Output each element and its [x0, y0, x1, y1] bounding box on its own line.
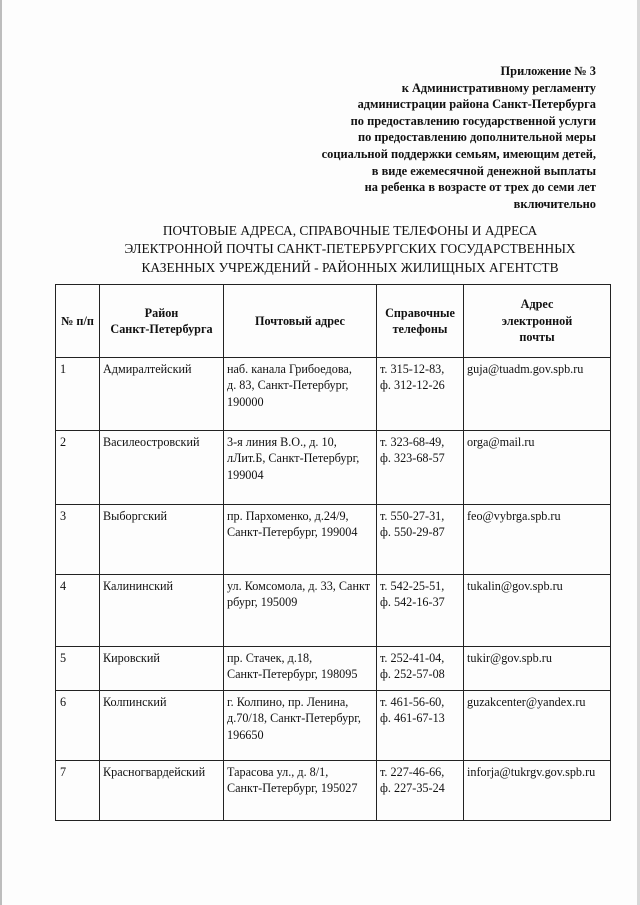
phone-line: т. 315-12-83,	[380, 362, 445, 376]
row-district: Выборгский	[100, 505, 224, 575]
phone-line: ф. 312-12-26	[380, 378, 445, 393]
appendix-line: по предоставлению государственной услуги	[350, 113, 596, 128]
address-line: г. Колпино, пр. Ленина,	[227, 695, 349, 709]
header-email-line: электронной	[501, 313, 573, 328]
title-line: КАЗЕННЫХ УЧРЕЖДЕНИЙ - РАЙОННЫХ ЖИЛИЩНЫХ АГЕНТСТВ	[141, 259, 559, 275]
phone-line: т. 461-56-60,	[380, 695, 445, 709]
row-email[interactable]: feo@vybrga.spb.ru	[464, 505, 611, 575]
row-address	[224, 691, 377, 761]
address-line: Тарасова ул., д. 8/1,	[227, 765, 329, 779]
phone-line: ф. 550-29-87	[380, 525, 445, 540]
appendix-line: социальной поддержки семьям, имеющим детей,	[321, 146, 596, 161]
row-district: Калининский	[100, 575, 224, 647]
title-line: ПОЧТОВЫЕ АДРЕСА, СПРАВОЧНЫЕ ТЕЛЕФОНЫ И АДРЕСА	[162, 223, 538, 238]
table-row	[56, 431, 611, 505]
table-row	[56, 575, 611, 647]
appendix-header	[236, 63, 596, 212]
address-line: д. 83, Санкт-Петербург,	[227, 378, 349, 393]
appendix-line: в виде ежемесячной денежной выплаты	[371, 163, 596, 178]
address-line: 3-я линия В.О., д. 10,	[227, 435, 337, 449]
row-email[interactable]: guzakcenter@yandex.ru	[464, 691, 611, 761]
header-phones-line: Справочные	[385, 305, 455, 320]
phone-line: ф. 227-35-24	[380, 781, 445, 796]
row-email[interactable]: tukalin@gov.spb.ru	[464, 575, 611, 647]
address-line: Санкт-Петербург, 198095	[227, 667, 358, 682]
header-district	[100, 285, 224, 358]
table-row	[56, 761, 611, 821]
row-district: Красногвардейский	[100, 761, 224, 821]
phone-line: ф. 323-68-57	[380, 451, 445, 466]
appendix-line: к Административному регламенту	[401, 80, 596, 95]
address-line: Санкт-Петербург, 195027	[227, 781, 358, 796]
phone-line: т. 227-46-66,	[380, 765, 445, 779]
appendix-line: на ребенка в возрасте от трех до семи лет	[364, 180, 596, 195]
header-email	[464, 285, 611, 358]
header-email-line: Адрес	[520, 297, 554, 312]
row-email[interactable]: guja@tuadm.gov.spb.ru	[464, 358, 611, 431]
row-num: 1	[56, 358, 100, 431]
address-line: наб. канала Грибоедова,	[227, 362, 352, 376]
address-line: д.70/18, Санкт-Петербург,	[227, 711, 361, 726]
table-row	[56, 691, 611, 761]
row-num: 3	[56, 505, 100, 575]
row-phones	[377, 575, 464, 647]
row-district: Кировский	[100, 647, 224, 691]
phone-line: т. 542-25-51,	[380, 579, 445, 593]
header-num: № п/п	[56, 285, 100, 358]
phone-line: т. 550-27-31,	[380, 509, 445, 523]
header-phones	[377, 285, 464, 358]
row-num: 6	[56, 691, 100, 761]
agencies-table	[55, 284, 611, 821]
row-district: Колпинский	[100, 691, 224, 761]
table-row	[56, 647, 611, 691]
title-line: ЭЛЕКТРОННОЙ ПОЧТЫ САНКТ-ПЕТЕРБУРГСКИХ ГОСУДАРСТВЕННЫХ	[124, 241, 576, 257]
row-address	[224, 505, 377, 575]
header-email-line: почты	[519, 330, 555, 345]
header-district-line: Санкт-Петербурга	[110, 322, 213, 336]
phone-line: т. 323-68-49,	[380, 435, 445, 449]
address-line: пр. Стачек, д.18,	[227, 651, 313, 665]
row-email[interactable]: orga@mail.ru	[464, 431, 611, 505]
row-district: Адмиралтейский	[100, 358, 224, 431]
page-edge-left	[0, 0, 2, 905]
row-phones	[377, 647, 464, 691]
phone-line: ф. 542-16-37	[380, 595, 445, 610]
row-email[interactable]: tukir@gov.spb.ru	[464, 647, 611, 691]
row-phones	[377, 505, 464, 575]
address-line: рбург, 195009	[227, 595, 298, 610]
address-line: 199004	[227, 467, 264, 482]
address-line: пр. Пархоменко, д.24/9,	[227, 509, 349, 523]
address-line: лЛит.Б, Санкт-Петербург,	[227, 451, 360, 466]
address-line: 196650	[227, 727, 264, 742]
table-row	[56, 358, 611, 431]
address-line: ул. Комсомола, д. 33, Санкт	[227, 579, 371, 593]
row-phones	[377, 358, 464, 431]
row-num: 7	[56, 761, 100, 821]
appendix-line: Приложение № 3	[500, 64, 596, 78]
row-num: 5	[56, 647, 100, 691]
header-district-line: Район	[144, 305, 179, 320]
row-address	[224, 647, 377, 691]
table-row	[56, 505, 611, 575]
appendix-line: по предоставлению дополнительной меры	[357, 130, 596, 145]
row-district: Василеостровский	[100, 431, 224, 505]
address-line: Санкт-Петербург, 199004	[227, 525, 358, 540]
header-phones-line: телефоны	[392, 322, 448, 336]
row-phones	[377, 431, 464, 505]
address-line: 190000	[227, 394, 264, 409]
row-phones	[377, 691, 464, 761]
document-title	[100, 222, 600, 277]
row-email[interactable]: inforja@tukrgv.gov.spb.ru	[464, 761, 611, 821]
row-address	[224, 575, 377, 647]
row-num: 2	[56, 431, 100, 505]
row-phones	[377, 761, 464, 821]
row-address	[224, 431, 377, 505]
row-num: 4	[56, 575, 100, 647]
phone-line: ф. 461-67-13	[380, 711, 445, 726]
table-header-row	[56, 285, 611, 358]
row-address	[224, 761, 377, 821]
phone-line: т. 252-41-04,	[380, 651, 445, 665]
header-address: Почтовый адрес	[224, 285, 377, 358]
row-address	[224, 358, 377, 431]
phone-line: ф. 252-57-08	[380, 667, 445, 682]
appendix-line: администрации района Санкт-Петербурга	[357, 97, 596, 112]
appendix-line: включительно	[513, 196, 596, 211]
